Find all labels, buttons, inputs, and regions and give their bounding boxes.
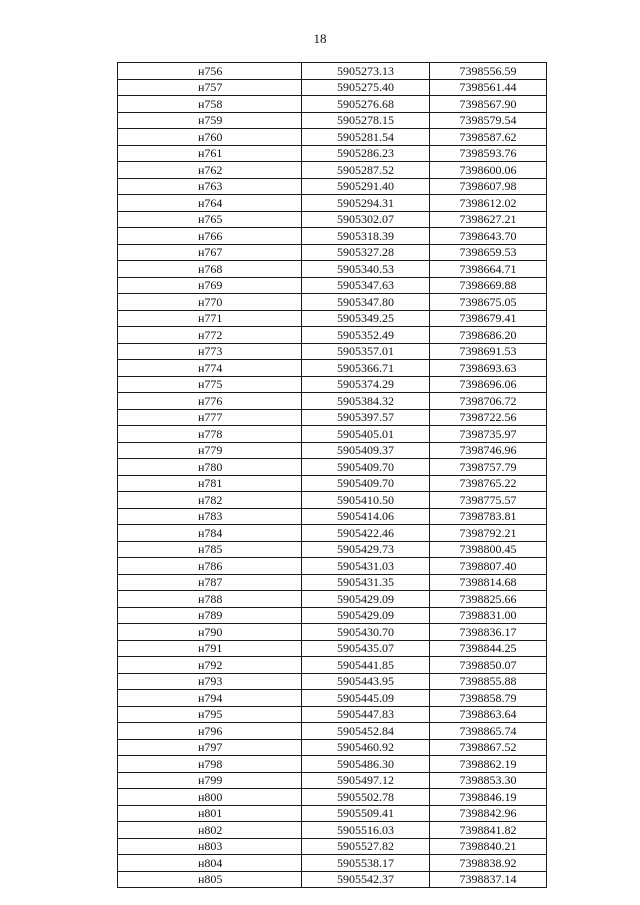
point-id-cell: н804 <box>118 855 302 872</box>
point-id-cell: н795 <box>118 706 302 723</box>
y-coordinate-cell: 7398691.53 <box>430 343 547 360</box>
table-row <box>118 855 547 872</box>
y-coordinate-cell: 7398593.76 <box>430 145 547 162</box>
point-id-cell: н774 <box>118 360 302 377</box>
x-coordinate-cell: 5905286.23 <box>302 145 430 162</box>
y-coordinate-cell: 7398722.56 <box>430 409 547 426</box>
point-id-cell: н796 <box>118 723 302 740</box>
x-coordinate-cell: 5905460.92 <box>302 739 430 756</box>
point-id-cell: н762 <box>118 162 302 179</box>
y-coordinate-cell: 7398696.06 <box>430 376 547 393</box>
x-coordinate-cell: 5905486.30 <box>302 756 430 773</box>
y-coordinate-cell: 7398825.66 <box>430 591 547 608</box>
x-coordinate-cell: 5905294.31 <box>302 195 430 212</box>
x-coordinate-cell: 5905347.63 <box>302 277 430 294</box>
y-coordinate-cell: 7398686.20 <box>430 327 547 344</box>
point-id-cell: н768 <box>118 261 302 278</box>
y-coordinate-cell: 7398807.40 <box>430 558 547 575</box>
x-coordinate-cell: 5905366.71 <box>302 360 430 377</box>
x-coordinate-cell: 5905340.53 <box>302 261 430 278</box>
y-coordinate-cell: 7398607.98 <box>430 178 547 195</box>
x-coordinate-cell: 5905430.70 <box>302 624 430 641</box>
y-coordinate-cell: 7398561.44 <box>430 79 547 96</box>
x-coordinate-cell: 5905409.37 <box>302 442 430 459</box>
point-id-cell: н781 <box>118 475 302 492</box>
y-coordinate-cell: 7398587.62 <box>430 129 547 146</box>
table-row <box>118 442 547 459</box>
y-coordinate-cell: 7398855.88 <box>430 673 547 690</box>
table-row <box>118 277 547 294</box>
y-coordinate-cell: 7398669.88 <box>430 277 547 294</box>
point-id-cell: н801 <box>118 805 302 822</box>
point-id-cell: н772 <box>118 327 302 344</box>
x-coordinate-cell: 5905291.40 <box>302 178 430 195</box>
table-row <box>118 145 547 162</box>
table-row <box>118 607 547 624</box>
table-row <box>118 112 547 129</box>
point-id-cell: н783 <box>118 508 302 525</box>
table-row <box>118 706 547 723</box>
x-coordinate-cell: 5905275.40 <box>302 79 430 96</box>
table-row <box>118 657 547 674</box>
point-id-cell: н788 <box>118 591 302 608</box>
y-coordinate-cell: 7398627.21 <box>430 211 547 228</box>
table-row <box>118 541 547 558</box>
table-row <box>118 178 547 195</box>
x-coordinate-cell: 5905384.32 <box>302 393 430 410</box>
y-coordinate-cell: 7398863.64 <box>430 706 547 723</box>
point-id-cell: н766 <box>118 228 302 245</box>
y-coordinate-cell: 7398814.68 <box>430 574 547 591</box>
point-id-cell: н764 <box>118 195 302 212</box>
y-coordinate-cell: 7398746.96 <box>430 442 547 459</box>
table-row <box>118 723 547 740</box>
y-coordinate-cell: 7398846.19 <box>430 789 547 806</box>
y-coordinate-cell: 7398600.06 <box>430 162 547 179</box>
x-coordinate-cell: 5905422.46 <box>302 525 430 542</box>
point-id-cell: н803 <box>118 838 302 855</box>
y-coordinate-cell: 7398850.07 <box>430 657 547 674</box>
y-coordinate-cell: 7398556.59 <box>430 63 547 80</box>
table-row <box>118 79 547 96</box>
x-coordinate-cell: 5905410.50 <box>302 492 430 509</box>
x-coordinate-cell: 5905409.70 <box>302 459 430 476</box>
point-id-cell: н776 <box>118 393 302 410</box>
table-row <box>118 327 547 344</box>
x-coordinate-cell: 5905347.80 <box>302 294 430 311</box>
table-row <box>118 756 547 773</box>
y-coordinate-cell: 7398679.41 <box>430 310 547 327</box>
point-id-cell: н785 <box>118 541 302 558</box>
x-coordinate-cell: 5905452.84 <box>302 723 430 740</box>
table-row <box>118 426 547 443</box>
x-coordinate-cell: 5905516.03 <box>302 822 430 839</box>
x-coordinate-cell: 5905327.28 <box>302 244 430 261</box>
point-id-cell: н756 <box>118 63 302 80</box>
y-coordinate-cell: 7398838.92 <box>430 855 547 872</box>
y-coordinate-cell: 7398706.72 <box>430 393 547 410</box>
x-coordinate-cell: 5905409.70 <box>302 475 430 492</box>
table-row <box>118 673 547 690</box>
x-coordinate-cell: 5905278.15 <box>302 112 430 129</box>
table-row <box>118 690 547 707</box>
point-id-cell: н765 <box>118 211 302 228</box>
x-coordinate-cell: 5905273.13 <box>302 63 430 80</box>
point-id-cell: н790 <box>118 624 302 641</box>
x-coordinate-cell: 5905374.29 <box>302 376 430 393</box>
point-id-cell: н786 <box>118 558 302 575</box>
y-coordinate-cell: 7398664.71 <box>430 261 547 278</box>
x-coordinate-cell: 5905497.12 <box>302 772 430 789</box>
table-row <box>118 492 547 509</box>
x-coordinate-cell: 5905443.95 <box>302 673 430 690</box>
point-id-cell: н792 <box>118 657 302 674</box>
table-row <box>118 574 547 591</box>
point-id-cell: н782 <box>118 492 302 509</box>
x-coordinate-cell: 5905431.03 <box>302 558 430 575</box>
point-id-cell: н757 <box>118 79 302 96</box>
table-row <box>118 310 547 327</box>
y-coordinate-cell: 7398836.17 <box>430 624 547 641</box>
y-coordinate-cell: 7398853.30 <box>430 772 547 789</box>
x-coordinate-cell: 5905397.57 <box>302 409 430 426</box>
x-coordinate-cell: 5905276.68 <box>302 96 430 113</box>
table-row <box>118 409 547 426</box>
point-id-cell: н791 <box>118 640 302 657</box>
table-row <box>118 343 547 360</box>
x-coordinate-cell: 5905509.41 <box>302 805 430 822</box>
table-row <box>118 228 547 245</box>
point-id-cell: н779 <box>118 442 302 459</box>
coordinates-table-body <box>118 63 547 888</box>
point-id-cell: н778 <box>118 426 302 443</box>
table-row <box>118 558 547 575</box>
y-coordinate-cell: 7398862.19 <box>430 756 547 773</box>
point-id-cell: н794 <box>118 690 302 707</box>
y-coordinate-cell: 7398842.96 <box>430 805 547 822</box>
y-coordinate-cell: 7398579.54 <box>430 112 547 129</box>
y-coordinate-cell: 7398837.14 <box>430 871 547 888</box>
y-coordinate-cell: 7398831.00 <box>430 607 547 624</box>
y-coordinate-cell: 7398800.45 <box>430 541 547 558</box>
x-coordinate-cell: 5905441.85 <box>302 657 430 674</box>
y-coordinate-cell: 7398765.22 <box>430 475 547 492</box>
y-coordinate-cell: 7398858.79 <box>430 690 547 707</box>
y-coordinate-cell: 7398735.97 <box>430 426 547 443</box>
y-coordinate-cell: 7398675.05 <box>430 294 547 311</box>
y-coordinate-cell: 7398659.53 <box>430 244 547 261</box>
table-row <box>118 393 547 410</box>
table-row <box>118 640 547 657</box>
table-row <box>118 376 547 393</box>
y-coordinate-cell: 7398867.52 <box>430 739 547 756</box>
point-id-cell: н759 <box>118 112 302 129</box>
x-coordinate-cell: 5905318.39 <box>302 228 430 245</box>
table-row <box>118 244 547 261</box>
point-id-cell: н773 <box>118 343 302 360</box>
point-id-cell: н767 <box>118 244 302 261</box>
x-coordinate-cell: 5905538.17 <box>302 855 430 872</box>
page-number: 18 <box>313 31 327 46</box>
point-id-cell: н799 <box>118 772 302 789</box>
x-coordinate-cell: 5905429.73 <box>302 541 430 558</box>
table-row <box>118 772 547 789</box>
y-coordinate-cell: 7398792.21 <box>430 525 547 542</box>
x-coordinate-cell: 5905431.35 <box>302 574 430 591</box>
x-coordinate-cell: 5905405.01 <box>302 426 430 443</box>
point-id-cell: н800 <box>118 789 302 806</box>
table-row <box>118 63 547 80</box>
y-coordinate-cell: 7398844.25 <box>430 640 547 657</box>
table-row <box>118 211 547 228</box>
table-row <box>118 822 547 839</box>
x-coordinate-cell: 5905302.07 <box>302 211 430 228</box>
table-row <box>118 261 547 278</box>
table-row <box>118 789 547 806</box>
table-row <box>118 294 547 311</box>
x-coordinate-cell: 5905502.78 <box>302 789 430 806</box>
y-coordinate-cell: 7398865.74 <box>430 723 547 740</box>
table-row <box>118 508 547 525</box>
table-row <box>118 360 547 377</box>
point-id-cell: н784 <box>118 525 302 542</box>
x-coordinate-cell: 5905429.09 <box>302 591 430 608</box>
table-row <box>118 871 547 888</box>
coordinates-table <box>117 62 547 888</box>
point-id-cell: н777 <box>118 409 302 426</box>
y-coordinate-cell: 7398840.21 <box>430 838 547 855</box>
x-coordinate-cell: 5905429.09 <box>302 607 430 624</box>
x-coordinate-cell: 5905435.07 <box>302 640 430 657</box>
x-coordinate-cell: 5905447.83 <box>302 706 430 723</box>
y-coordinate-cell: 7398775.57 <box>430 492 547 509</box>
x-coordinate-cell: 5905349.25 <box>302 310 430 327</box>
point-id-cell: н758 <box>118 96 302 113</box>
point-id-cell: н805 <box>118 871 302 888</box>
table-row <box>118 195 547 212</box>
table-row <box>118 624 547 641</box>
point-id-cell: н770 <box>118 294 302 311</box>
x-coordinate-cell: 5905542.37 <box>302 871 430 888</box>
point-id-cell: н797 <box>118 739 302 756</box>
table-row <box>118 805 547 822</box>
x-coordinate-cell: 5905527.82 <box>302 838 430 855</box>
point-id-cell: н775 <box>118 376 302 393</box>
table-row <box>118 129 547 146</box>
table-row <box>118 459 547 476</box>
point-id-cell: н761 <box>118 145 302 162</box>
y-coordinate-cell: 7398693.63 <box>430 360 547 377</box>
y-coordinate-cell: 7398612.02 <box>430 195 547 212</box>
point-id-cell: н793 <box>118 673 302 690</box>
x-coordinate-cell: 5905352.49 <box>302 327 430 344</box>
point-id-cell: н771 <box>118 310 302 327</box>
x-coordinate-cell: 5905357.01 <box>302 343 430 360</box>
y-coordinate-cell: 7398643.70 <box>430 228 547 245</box>
point-id-cell: н798 <box>118 756 302 773</box>
table-row <box>118 162 547 179</box>
point-id-cell: н763 <box>118 178 302 195</box>
point-id-cell: н769 <box>118 277 302 294</box>
y-coordinate-cell: 7398757.79 <box>430 459 547 476</box>
y-coordinate-cell: 7398783.81 <box>430 508 547 525</box>
x-coordinate-cell: 5905445.09 <box>302 690 430 707</box>
table-row <box>118 96 547 113</box>
x-coordinate-cell: 5905414.06 <box>302 508 430 525</box>
point-id-cell: н802 <box>118 822 302 839</box>
table-row <box>118 475 547 492</box>
point-id-cell: н760 <box>118 129 302 146</box>
point-id-cell: н787 <box>118 574 302 591</box>
table-row <box>118 838 547 855</box>
x-coordinate-cell: 5905287.52 <box>302 162 430 179</box>
table-row <box>118 525 547 542</box>
point-id-cell: н789 <box>118 607 302 624</box>
y-coordinate-cell: 7398567.90 <box>430 96 547 113</box>
table-row <box>118 739 547 756</box>
y-coordinate-cell: 7398841.82 <box>430 822 547 839</box>
x-coordinate-cell: 5905281.54 <box>302 129 430 146</box>
table-row <box>118 591 547 608</box>
point-id-cell: н780 <box>118 459 302 476</box>
